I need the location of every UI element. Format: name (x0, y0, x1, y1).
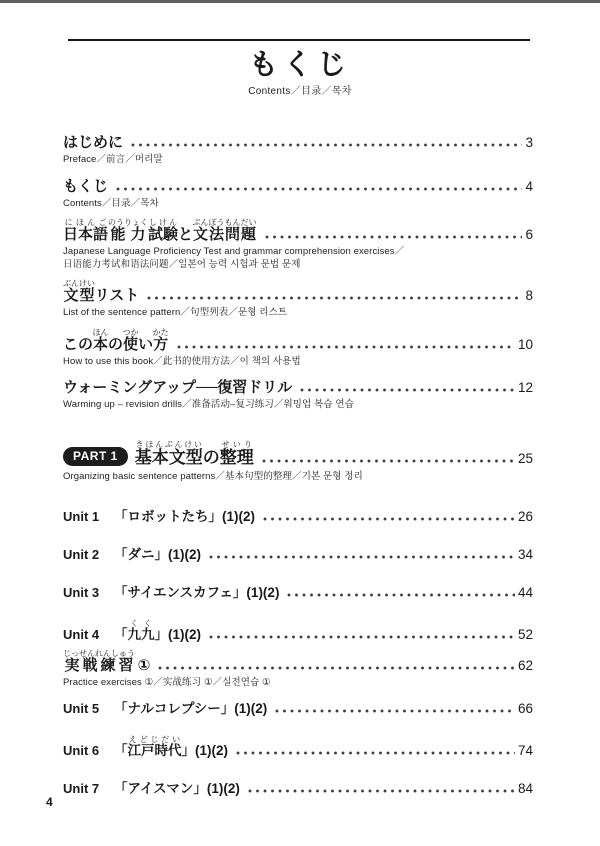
label-text: この (63, 335, 94, 353)
label-text: もくじ (63, 177, 109, 195)
entry-page-number: 10 (517, 336, 533, 352)
entry-page-number: 25 (517, 450, 533, 466)
unit-number-label: Unit 7 (63, 780, 100, 796)
entry-page-number: 52 (517, 627, 533, 642)
label-text: の (108, 335, 124, 353)
entry-subtitle: Contents／目录／목차 (63, 197, 159, 209)
label-text: い (138, 335, 154, 353)
toc-entry (63, 697, 533, 717)
toc-entry (63, 649, 533, 690)
leader-dots (177, 345, 515, 349)
page-title-translation: Contents／目录／목차 (248, 86, 352, 97)
toc (63, 131, 533, 797)
toc-entry (63, 619, 533, 643)
leader-dots (158, 666, 515, 670)
label-text: 「 (114, 742, 128, 758)
toc-entry-line (63, 131, 533, 152)
toc-entry-line (63, 649, 533, 675)
toc-entry-label (63, 328, 169, 354)
entry-subtitle: 日语能力考试和语法问题／일본어 능력 시험과 문법 문제 (63, 258, 301, 270)
leader-dots (263, 517, 515, 521)
toc-entry (63, 328, 533, 369)
furigana: じっせんれんしゅう (63, 649, 135, 658)
entry-page-number: 3 (525, 135, 533, 150)
toc-entry (63, 505, 533, 525)
leader-dots (248, 789, 515, 793)
entry-subtitle: List of the sentence pattern／句型列表／문형 리스트 (63, 307, 288, 318)
leader-dots (236, 751, 515, 755)
unit-number-label: Unit 2 (63, 547, 100, 562)
label-text: 「ロボットたち」(1)(2) (114, 509, 255, 524)
leader-dots (275, 709, 515, 713)
page-header (0, 49, 600, 97)
furigana: にほんご (63, 218, 109, 227)
toc-entry (63, 543, 533, 563)
label-text: 「 (114, 627, 128, 642)
ruby-annotated-text: 使つか (122, 327, 139, 353)
entry-subtitle: Warming up – revision drills／准备活动–复习练习／워밍업 복습 연습 (63, 399, 354, 410)
label-text: と (178, 226, 194, 243)
toc-entry (63, 581, 533, 601)
toc-entry-line (63, 279, 533, 305)
furigana: えどじだい (127, 734, 182, 744)
ruby-annotated-text: 江戸時代えどじだい (127, 734, 182, 758)
entry-page-number: 84 (517, 780, 533, 796)
entry-page-number: 62 (517, 658, 533, 673)
toc-entry-line (63, 697, 533, 717)
unit-number-label: Unit 3 (63, 585, 100, 600)
ruby-annotated-text: 九九くく (127, 619, 155, 642)
toc-entry (63, 376, 533, 412)
entry-subtitles (63, 677, 533, 690)
toc-entry-label (63, 505, 255, 525)
toc-entry-label (63, 581, 279, 601)
leader-dots (287, 593, 515, 597)
entry-subtitles (63, 471, 533, 484)
toc-entry (63, 279, 533, 320)
entry-subtitle: Practice exercises ①／实战练习 ①／실전연습 ① (63, 677, 271, 688)
toc-entry (63, 735, 533, 759)
part-badge: PART 1 (63, 447, 128, 466)
label-text: 「ダニ」(1)(2) (114, 547, 201, 562)
toc-entry (63, 777, 533, 797)
toc-entry-line (63, 505, 533, 525)
toc-entry-line (63, 619, 533, 643)
unit-number-label: Unit 5 (63, 700, 100, 716)
entry-page-number: 34 (517, 547, 533, 562)
toc-entry-label (63, 279, 139, 305)
toc-entry-label (63, 376, 292, 397)
unit-number-label: Unit 4 (63, 627, 100, 642)
header-rule (68, 39, 530, 41)
ruby-annotated-text: 実戦練習じっせんれんしゅう (63, 649, 135, 674)
ruby-annotated-text: 方かた (152, 327, 169, 353)
label-text: 「サイエンスカフェ」(1)(2) (114, 585, 280, 600)
entry-subtitle: Preface／前言／머리말 (63, 154, 163, 165)
toc-entry-line (63, 376, 533, 397)
entry-page-number: 4 (525, 178, 533, 194)
furigana: つか (122, 327, 139, 337)
entry-subtitle: How to use this book／此书的使用方法／이 책의 사용법 (63, 355, 301, 367)
furigana: ぶんけい (63, 279, 95, 288)
folio-page-number: 4 (46, 795, 53, 809)
label-text: ウォーミングアップ──復習ドリル (63, 379, 293, 396)
ruby-annotated-text: 基本文型きほんぶんけい (134, 439, 203, 467)
label-text: 「ナルコレプシー」(1)(2) (114, 700, 268, 716)
ruby-annotated-text: 本ほん (92, 327, 109, 353)
furigana: しけん (148, 218, 179, 227)
toc-entry-label (63, 735, 228, 759)
entry-subtitle: Organizing basic sentence patterns／基本句型的整理／기본 문형 정리 (63, 470, 363, 482)
leader-dots (262, 459, 515, 463)
ruby-annotated-text: 整理せいり (219, 439, 254, 467)
label-text: ① (133, 657, 151, 674)
furigana: のうりょく (108, 218, 149, 227)
toc-entry-line (63, 218, 533, 244)
furigana: きほんぶんけい (134, 439, 203, 449)
entry-subtitles (63, 356, 533, 369)
leader-dots (209, 635, 515, 639)
entry-subtitles (63, 246, 533, 271)
entry-page-number: 12 (517, 380, 533, 395)
ruby-annotated-text: 日本語にほんご (63, 218, 109, 243)
furigana: ぶんぽうもんだい (192, 218, 257, 227)
entry-page-number: 66 (517, 700, 533, 716)
page-title: もくじ (248, 49, 351, 81)
toc-entry-line (63, 777, 533, 797)
label-text: リスト (94, 287, 140, 304)
unit-number-label: Unit 1 (63, 509, 100, 524)
toc-entry-label (63, 440, 254, 469)
toc-entry-label (63, 175, 108, 196)
entry-subtitle: Japanese Language Proficiency Test and grammar comprehension exercises／ (63, 246, 405, 257)
entry-subtitles (63, 154, 533, 167)
toc-entry-label (63, 619, 201, 643)
entry-page-number: 74 (517, 742, 533, 758)
furigana: せいり (219, 439, 254, 449)
ruby-annotated-text: 文型ぶんけい (63, 279, 95, 304)
entry-page-number: 6 (525, 227, 533, 242)
toc-entry-line (63, 440, 533, 469)
toc-entry-label (63, 777, 240, 797)
toc-entry-line (63, 175, 533, 196)
toc-entry-label (63, 131, 123, 152)
unit-number-label: Unit 6 (63, 742, 100, 758)
leader-dots (147, 296, 522, 300)
entry-subtitles (63, 399, 533, 412)
toc-entry-line (63, 735, 533, 759)
toc-entry (63, 440, 533, 484)
label-text: 」(1)(2) (154, 627, 201, 642)
furigana: くく (127, 619, 155, 628)
toc-entry (63, 131, 533, 167)
toc-entry-label (63, 697, 267, 717)
ruby-annotated-text: 試験しけん (148, 218, 179, 243)
label-text: の (202, 447, 220, 467)
entry-page-number: 8 (525, 288, 533, 303)
leader-dots (116, 187, 522, 191)
label-text: 「アイスマン」(1)(2) (114, 780, 240, 796)
furigana: ほん (92, 327, 109, 337)
entry-page-number: 44 (517, 585, 533, 600)
leader-dots (265, 235, 523, 239)
leader-dots (300, 388, 515, 392)
ruby-annotated-text: 能力のうりょく (108, 218, 149, 243)
ruby-annotated-text: 文法問題ぶんぽうもんだい (192, 218, 257, 243)
entry-subtitles (63, 307, 533, 320)
leader-dots (131, 143, 522, 147)
label-text: 」(1)(2) (181, 742, 228, 758)
toc-entry (63, 218, 533, 271)
toc-entry-line (63, 581, 533, 601)
entry-page-number: 26 (517, 509, 533, 524)
toc-entry-line (63, 543, 533, 563)
page-top-edge (0, 0, 600, 3)
toc-entry-label (63, 543, 201, 563)
toc-entry (63, 175, 533, 211)
label-text: はじめに (63, 134, 124, 151)
toc-entry-line (63, 328, 533, 354)
furigana: かた (152, 327, 169, 337)
toc-entry-label (63, 649, 150, 675)
entry-subtitles (63, 198, 533, 211)
leader-dots (209, 555, 515, 559)
toc-entry-label (63, 218, 257, 244)
